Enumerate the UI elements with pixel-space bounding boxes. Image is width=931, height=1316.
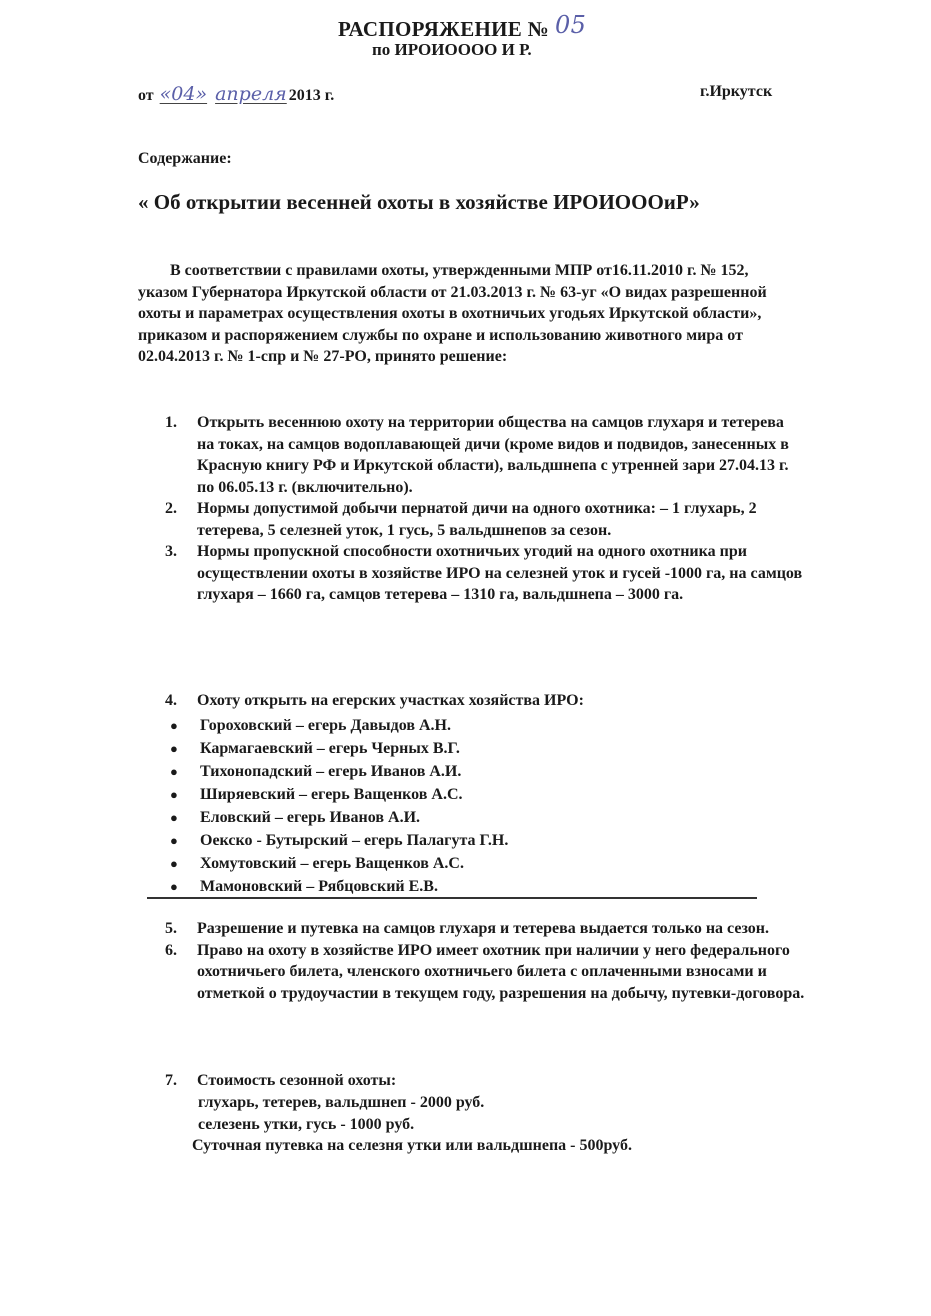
city: г.Иркутск: [700, 83, 773, 100]
district-item: [170, 714, 508, 737]
item-text: Охоту открыть на егерских участках хозяйства ИРО:: [197, 692, 584, 709]
district-text: Оекско - Бутырский – егерь Палагута Г.Н.: [200, 832, 509, 849]
bullet-icon: ●: [170, 856, 178, 871]
districts-list: [170, 714, 508, 898]
item-text: Разрешение и путевка на самцов глухаря и тетерева выдается только на сезон.: [197, 920, 769, 937]
bullet-icon: ●: [170, 833, 178, 848]
district-text: Тихонопадский – егерь Иванов А.И.: [200, 763, 462, 780]
item-number: 2.: [165, 500, 177, 517]
item-number: 7.: [165, 1072, 177, 1089]
district-item: [170, 875, 508, 898]
price-line-seasonal-grouse: глухарь, тетерев, вальдшнеп - 2000 руб.: [198, 1094, 485, 1111]
bullet-icon: ●: [170, 764, 178, 779]
bullet-icon: ●: [170, 787, 178, 802]
numbered-list-part-2: [165, 918, 805, 1004]
district-item: [170, 829, 508, 852]
document-title: [338, 11, 587, 42]
item-text: Открыть весеннюю охоту на территории общества на самцов глухаря и тетерева на токах, на самцов водоплавающей дичи (кроме видов и подвидов, занесенных в Красную книгу РФ и Иркутской области), вальдшнепа с утренней зари 27.04.13 г. по 06.05.13 г. (включительно).: [197, 414, 789, 496]
handwritten-order-number: 05: [555, 11, 587, 39]
district-item: [170, 760, 508, 783]
bullet-icon: ●: [170, 718, 178, 733]
numbered-list-item-7: [165, 1070, 805, 1092]
price-line-daily: Суточная путевка на селезня утки или вальдшнепа - 500руб.: [192, 1137, 632, 1154]
date-prefix: от: [138, 87, 154, 104]
item-number: 1.: [165, 414, 177, 431]
bullet-icon: ●: [170, 810, 178, 825]
item-number: 6.: [165, 941, 177, 959]
date-year: 2013 г.: [288, 87, 335, 104]
district-text: Ширяевский – егерь Ващенков А.С.: [200, 786, 463, 803]
district-text: Еловский – егерь Иванов А.И.: [200, 809, 421, 826]
horizontal-divider: [147, 897, 757, 899]
district-text: Мамоновский – Рябцовский Е.В.: [200, 878, 438, 895]
preamble-text: В соответствии с правилами охоты, утвержденными МПР от16.11.2010 г. № 152, указом Губернатора Иркутской области от 21.03.2013 г. № 63-уг «О видах разрешенной охоты и параметрах осуществления охоты в охотничьих угодьях Иркутской области», приказом и распоряжением службы по охране и использованию животного мира от 02.04.2013 г. № 1-спр и № 27-РО, принято решение:: [138, 262, 767, 365]
price-line-seasonal-duck: селезень утки, гусь - 1000 руб.: [198, 1115, 415, 1133]
district-item: [170, 852, 508, 875]
bullet-icon: ●: [170, 741, 178, 756]
item-text: Нормы пропускной способности охотничьих угодий на одного охотника при осуществлении охоты в хозяйстве ИРО на селезней уток и гусей -1000 га, на самцов глухаря – 1660 га, самцов тетерева – 1310 га, вальдшнепа – 3000 га.: [197, 543, 803, 603]
district-item: [170, 737, 508, 760]
numbered-list-part-1: [165, 412, 805, 606]
list-item-3: [165, 541, 805, 606]
handwritten-month: апреля: [215, 83, 287, 105]
item-number: 5.: [165, 920, 177, 937]
list-item-6: [165, 940, 805, 1005]
preamble-paragraph: [138, 260, 798, 368]
numbered-list-item-4: [165, 690, 805, 712]
item-number: 3.: [165, 543, 177, 560]
district-item: [170, 783, 508, 806]
bullet-icon: ●: [170, 879, 178, 894]
handwritten-day: «04»: [159, 83, 208, 105]
district-text: Хомутовский – егерь Ващенков А.С.: [200, 855, 464, 872]
list-item-1: [165, 412, 805, 498]
list-item-4: [165, 690, 805, 712]
list-item-5: [165, 918, 805, 940]
date-line: [138, 83, 334, 105]
content-title: « Об открытии весенней охоты в хозяйстве ИРОИОООиР»: [138, 190, 700, 214]
list-item-7: [165, 1070, 805, 1092]
district-item: [170, 806, 508, 829]
district-text: Кармагаевский – егерь Черных В.Г.: [200, 740, 460, 757]
item-number: 4.: [165, 692, 177, 709]
item-text: Нормы допустимой добычи пернатой дичи на одного охотника: – 1 глухарь, 2 тетерева, 5 селезней уток, 1 гусь, 5 вальдшнепов за сезон.: [197, 500, 757, 539]
item-text: Стоимость сезонной охоты:: [197, 1072, 397, 1089]
district-text: Гороховский – егерь Давыдов А.Н.: [200, 717, 451, 734]
document-subtitle: по ИРОИОООО И Р.: [372, 40, 532, 59]
title-text: РАСПОРЯЖЕНИЕ №: [338, 17, 550, 41]
item-text: Право на охоту в хозяйстве ИРО имеет охотник при наличии у него федерального охотничьего билета, членского охотничьего билета с оплаченными взносами и отметкой о трудоучастии в текущем году, разрешения на добычу, путевки-договора.: [197, 941, 805, 1002]
price-list: [192, 1092, 632, 1157]
list-item-2: [165, 498, 805, 541]
content-label: Содержание:: [138, 150, 232, 167]
